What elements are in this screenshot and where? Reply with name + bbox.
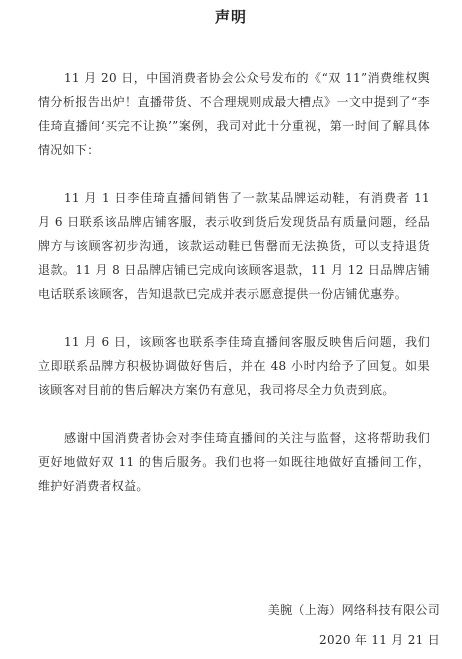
statement-date: 2020 年 11 月 21 日 [319,633,440,647]
signer-company: 美腕（上海）网络科技有限公司 [267,603,440,617]
paragraph-after-sales: 11 月 6 日，该顾客也联系李佳琦直播间客服反映售后问题，我们立即联系品牌方积极协调做好售后，并在 48 小时内给予了回复。如果该顾客对目前的售后解决方案仍有意见，我司将尽全力负责到底。 [38,335,430,397]
document-title: 声明 [214,8,247,26]
paragraph-intro: 11 月 20 日，中国消费者协会公众号发布的《“双 11”消费维权舆情分析报告出炉！直播带货、不合理规则成最大槽点》一文中提到了“李佳琦直播间‘买完不让换’”案例，我司对此十分重视，第一时间了解具体情况如下： [38,71,430,157]
paragraph-thanks: 感谢中国消费者协会对李佳琦直播间的关注与监督，这将帮助我们更好地做好双 11 的售后服务。我们也将一如既往地做好直播间工作，维护好消费者权益。 [38,431,430,493]
paragraph-case-details: 11 月 1 日李佳琦直播间销售了一款某品牌运动鞋，有消费者 11 月 6 日联系该品牌店铺客服，表示收到货后发现货品有质量问题，经品牌方与该顾客初步沟通，该款运动鞋已售罄而无法换货，可以支持退货退款。11 月 8 日品牌店铺已完成向该顾客退款，11 月 12 日品牌店铺电话联系该顾客，告知退款已完成并表示愿意提供一份店铺优惠券。 [38,191,430,301]
